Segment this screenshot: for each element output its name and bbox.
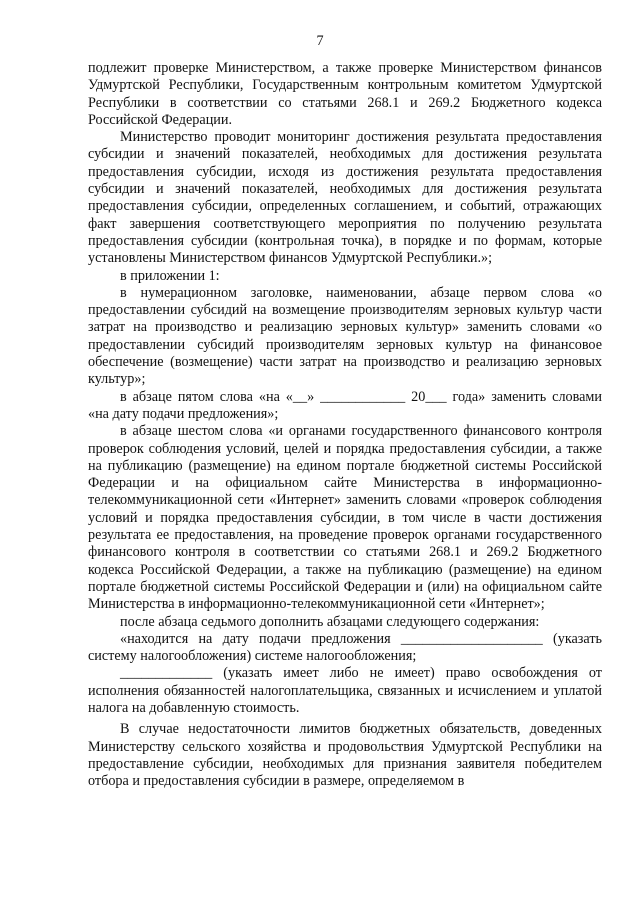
document-body xyxy=(88,60,602,790)
paragraph-1: подлежит проверке Министерством, а также проверке Министерством финансов Удмуртской Республики, Государственным контрольным комитетом Удмуртской Республики в соответствии со статьями 268.1 и 269.2 Бюджетного кодекса Российской Федерации. xyxy=(88,60,602,128)
paragraph-4: в нумерационном заголовке, наименовании, абзаце первом слова «о предоставлении субсидий на возмещение производителям зерновых культур части затрат на производство и реализацию зерновых культур» заменить словами «о предоставлении субсидий производителям зерновых культур на финансовое обеспечение (возмещение) части затрат на производство и реализацию зерновых культур»; xyxy=(88,284,602,388)
paragraph-5: в абзаце пятом слова «на «__» ____________ 20___ года» заменить словами «на дату подачи предложения»; xyxy=(88,388,602,422)
paragraph-3: в приложении 1: xyxy=(120,267,220,284)
page-number: 7 xyxy=(316,33,324,49)
paragraph-9: _____________ (указать имеет либо не имеет) право освобождения от исполнения обязанностей налогоплательщика, связанных и исчислением и уплатой налога на добавленную стоимость. xyxy=(88,665,602,716)
paragraph-10: В случае недостаточности лимитов бюджетных обязательств, доведенных Министерству сельского хозяйства и продовольствия Удмуртской Республики на предоставление субсидии, необходимых для признания заявителя победителем отбора и предоставления субсидии в размере, определяемом в xyxy=(88,721,602,790)
paragraph-8: «находится на дату подачи предложения ____________________ (указать систему налогообложения) системе налогообложения; xyxy=(88,630,602,665)
paragraph-2: Министерство проводит мониторинг достижения результата предоставления субсидии и значений показателей, необходимых для достижения результата предоставления субсидии, исходя из достижения результата предоставления субсидии и значений показателей, необходимых для достижения результата предоставления субсидии, определенных соглашением, и событий, отражающих факт завершения соответствующего мероприятия по получению результата предоставления субсидии (контрольная точка), в порядке и по формам, которые установлены Министерством финансов Удмуртской Республики.»; xyxy=(88,129,602,267)
paragraph-6: в абзаце шестом слова «и органами государственного финансового контроля проверок соблюдения условий, целей и порядка предоставления субсидии, а также на публикацию (размещение) на едином портале бюджетной системы Российской Федерации и на официальном сайте Министерства в информационно-телекоммуникационной сети «Интернет» заменить словами «проверок соблюдения условий и порядка предоставления субсидии, в том числе в части достижения результата ее предоставления, на проведение проверок органами государственного финансового контроля в соответствии со статьями 268.1 и 269.2 Бюджетного кодекса Российской Федерации, а также на публикацию (размещение) на едином портале бюджетной системы Российской Федерации и (или) на официальном сайте Министерства в информационно-телекоммуникационной сети «Интернет»; xyxy=(88,423,602,613)
paragraph-7: после абзаца седьмого дополнить абзацами следующего содержания: xyxy=(120,613,540,630)
